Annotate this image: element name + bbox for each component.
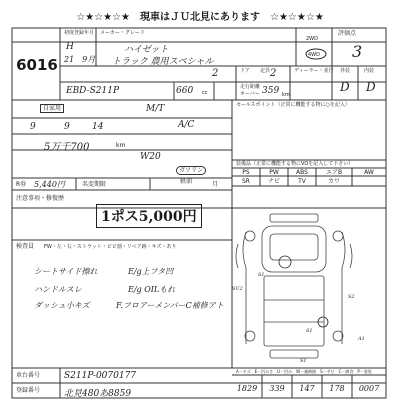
equip-pw: PW <box>269 169 279 176</box>
sales-point-label: セールスポイント（正常に機能する物に○を記入） <box>236 102 350 108</box>
maker-grade-label: メーカー・グレード <box>100 30 145 36</box>
equip-sr: SR <box>242 178 250 185</box>
drive-4wd: 4WD <box>308 52 320 58</box>
usage-type: 自家用 <box>40 104 64 113</box>
shaken-day: 14 <box>92 122 104 132</box>
mark-s2: S2 <box>348 294 355 300</box>
shaken-year: 9 <box>30 122 36 132</box>
price-stamp: 1ポス5,000円 <box>96 204 202 228</box>
note-dash: ダッシュ小キズ <box>34 301 90 310</box>
mark-su2: SU2 <box>232 286 243 292</box>
note-seat-side: シートサイド擦れ <box>34 267 98 276</box>
lot-number: 6016 <box>16 56 58 74</box>
aircon: A/C <box>178 120 195 130</box>
note-handle: ハンドルスレ <box>34 285 82 294</box>
score-label: 評価点 <box>338 30 357 37</box>
mileage-km-unit: km <box>282 92 290 98</box>
exterior-grade: D <box>340 80 350 94</box>
dealer-label: ディーラー・並行 <box>294 68 334 74</box>
transmission: M/T <box>146 104 165 114</box>
dim-value-4: 178 <box>329 384 345 393</box>
seats-value: 2 <box>270 68 277 79</box>
mark-a1: A1 <box>358 336 365 342</box>
first-reg-label: 初度登録年月 <box>64 30 95 36</box>
interior-grade: D <box>366 80 376 94</box>
era: H <box>66 42 74 52</box>
name-change-label: 名変期限 <box>82 181 107 188</box>
equip-navi: ナビ <box>267 178 280 185</box>
banner-text: ☆★☆★☆★ 現車はＪＵ北見にあります ☆★☆★☆★ <box>76 12 324 23</box>
dim-value-1: 1829 <box>236 384 258 393</box>
plate-number: 北見480あ8859 <box>64 389 132 399</box>
equip-ps: PS <box>242 169 250 176</box>
model-name: ハイゼット <box>124 45 169 55</box>
inspector-label: 検査員 <box>16 243 35 250</box>
year-month: 21 9月 <box>64 55 96 64</box>
dim-value-5: 0007 <box>358 384 380 393</box>
fuel-diesel: 軽油 <box>180 178 193 185</box>
mileage-unit: km <box>116 142 126 149</box>
mark-s1-rear: S1 <box>300 358 307 364</box>
frame-number-label: 車台番号 <box>16 372 41 379</box>
overrun-label: オーバー <box>240 91 260 97</box>
notes-label: 注意事項・修復歴 <box>16 195 65 202</box>
dim-value-3: 147 <box>299 384 315 393</box>
dim-value-2: 339 <box>269 384 285 393</box>
r-ticket-label: R券 <box>16 181 27 188</box>
equipment-title: 装備品（正常に機能する物にVOを記入して下さい） <box>236 161 354 167</box>
note-floor-member: F.フロアーメンバーC補修アト <box>116 301 224 310</box>
equip-airbag: エアB <box>325 169 343 176</box>
equip-leather: カワ <box>327 178 340 185</box>
frame-number: S211P-0070177 <box>64 371 137 381</box>
doors-value: 2 <box>212 68 219 79</box>
drive-2wd: 2WD <box>306 36 318 42</box>
inspection-items: FW・左・右・ストラット・ビビ割・リペア跡・キズ・あり <box>44 244 177 250</box>
interior-label: 内装 <box>364 68 375 74</box>
mark-s1-bed: S1 <box>306 328 313 334</box>
mileage-reading: 5万千700 <box>44 142 90 153</box>
truck-diagram <box>236 214 352 358</box>
model-code: EBD-S211P <box>66 86 120 96</box>
cc-unit: cc <box>202 90 208 96</box>
equip-aw: AW <box>364 169 374 176</box>
note-engine-oil: E/g OILもれ <box>128 285 176 294</box>
plate-label: 登録番号 <box>16 387 41 394</box>
mark-s1-cab: S1 <box>258 272 265 278</box>
door-label: ドア <box>240 68 250 74</box>
name-change-month: 月 <box>212 181 219 188</box>
grade: トラック 農用スペシャル <box>112 57 214 67</box>
mileage-label: 走行距離 <box>240 84 261 90</box>
note-engine-cover: E/g上フタ凹 <box>128 267 174 276</box>
seat-label: 定員 <box>260 68 271 74</box>
color-code: W20 <box>140 152 161 162</box>
displacement: 660 <box>176 86 194 96</box>
equip-tv: TV <box>298 178 306 185</box>
fuel-gasoline: ガソリン <box>176 166 206 175</box>
equip-abs: ABS <box>296 169 308 176</box>
mileage-hundreds: 359 <box>262 86 280 96</box>
exterior-label: 外装 <box>340 68 351 74</box>
score-value: 3 <box>352 42 363 61</box>
shaken-month: 9 <box>64 122 70 132</box>
r-ticket-value: 5,440円 <box>34 180 65 189</box>
damage-legend: A－キズ E－凹みさ U－凹み W－補修跡 S－サビ C－腐食 P－塗装 <box>236 369 372 374</box>
